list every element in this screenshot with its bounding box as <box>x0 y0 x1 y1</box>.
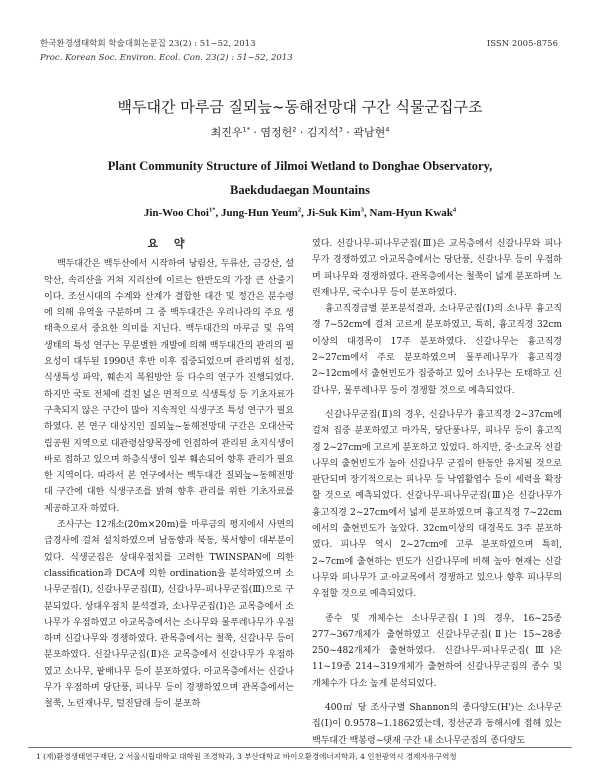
author-en-affiliation-mark: 4 <box>452 206 457 214</box>
author-en-name: Ji-Suk Kim <box>306 207 361 219</box>
author-separator: · <box>249 126 261 139</box>
title-english-line1: Plant Community Structure of Jilmoi Wetland to Donghae Observatory, <box>107 159 493 173</box>
paragraph: 흉고직경급별 분포분석결과, 소나무군집(Ⅰ)의 소나무 흉고직경 7~52cm에 걸쳐 고르게 분포하였고, 특히, 흉고직경 32cm 이상의 대경목이 17주 분포하였다. 신갈나무는 흉고직경 2~27cm에서 주로 분포하였으며 물푸레나무가 흉고직경 2~12cm에서 출현빈도가 집중하고 있어 소나무는 도태하고 신갈나무, 물푸레나무 등이 경쟁할 것으로 예측되었다. <box>312 304 562 396</box>
author-ko-affiliation-mark: 4 <box>385 125 390 134</box>
author-separator: , <box>301 207 307 219</box>
journal-citation-ko: 한국환경생태학회 학술대회논문집 23(2) : 51~52, 2013 <box>40 39 256 49</box>
author-en-name: Jin-Woo Choi <box>143 207 209 219</box>
title-english <box>60 154 540 202</box>
left-column <box>44 236 294 713</box>
paragraph: 조사구는 12개소(20m×20m)를 마루금의 평지에서 사면의 급경사에 걸쳐 설치하였으며 남동향과 북동, 북서향이 대부분이었다. 식생군집은 상대우점치를 고려한 TWINSPAN에 의한 classification과 DCA에 의한 ordination을 분석하였으며 소나무군집(Ⅰ), 신갈나무군집(Ⅱ), 신갈나무-피나무군집(Ⅲ)으로 구분되었다. 상대우점치 분석결과, 소나무군집(Ⅰ)은 교목층에서 소나무가 우점하였고 아교목층에서는 소나무와 물푸레나무가 우점하며 신갈나무와 경쟁하였다. 관목층에서는 철쭉, 신갈나무 등이 분포하였다. 신갈나무군집(Ⅱ)은 교목층에서 신갈나무가 우점하였고 소나무, 팥배나무 등이 분포하였다. 아교목층에서는 신갈나무가 우점하며 당단풍, 피나무 등이 경쟁하였으며 관목층에서는 철쭉, 노린재나무, 털진달래 등이 분포하 <box>44 520 294 710</box>
author-ko-name: 곽남현 <box>353 126 386 139</box>
authors-korean <box>0 124 600 140</box>
author-en-affiliation-mark: 3 <box>360 206 364 214</box>
paragraph: 종수 및 개체수는 소나무군집(Ⅰ)의 경우, 16~25종 277~367개체가 출현하였고 신갈나무군집(Ⅱ)는 15~28종 250~482개체가 출현하였다. 신갈나무-피나무군집(Ⅲ)은 11~19종 214~319개체가 출현하여 신갈나무군집의 종수 및 개체수가 다소 높게 분석되었다. <box>312 613 562 689</box>
footnote-divider <box>28 747 572 748</box>
author-en-name: Jung-Hun Yeum <box>220 207 298 219</box>
issn: ISSN 2005-8756 <box>486 39 558 49</box>
authors-english <box>0 207 600 219</box>
author-ko-affiliation-mark: 1* <box>242 125 250 134</box>
author-ko-affiliation-mark: 3 <box>338 125 343 134</box>
author-separator: · <box>296 126 307 139</box>
author-separator: , <box>363 207 370 219</box>
author-ko-name: 염정헌 <box>260 126 293 139</box>
author-ko-name: 김지석 <box>306 126 339 139</box>
affiliations-footnote: 1 (재)환경생태연구재단, 2 서울시립대학교 대학원 조경학과, 3 부산대학교 바이오환경에너지학과, 4 인천광역시 경제자유구역청 <box>36 752 457 761</box>
paragraph: 신갈나무군집(Ⅱ)의 경우, 신갈나무가 흉고직경 2~37cm에 걸쳐 집중 분포하였고 마가목, 당단풍나무, 피나무 등이 흉고직경 2~27cm에 고르게 분포하고 있었다. 하지만, 중·소교목 신갈나무의 출현빈도가 높아 신갈나무 군집이 한동안 유지될 것으로 판단되며 장기적으로는 피나무 등 낙엽활엽수 등이 세력을 확장할 것으로 예측되었다. 신갈나무-피나무군집(Ⅲ)은 신갈나무가 흉고직경 2~27cm에서 넓게 분포하였으며 흉고직경 7~22cm에서의 출현빈도가 높았다. 32cm이상의 대경목도 3주 분포하였다. 피나무 역시 2~27cm에 고루 분포하였으며 특히, 2~7cm에 출현하는 빈도가 신갈나무에 비해 높아 현재는 신갈나무와 피나무가 교·아교목에서 경쟁하고 있으나 향후 피나무의 우점할 것으로 예측되었다. <box>312 409 562 600</box>
title-korean: 백두대간 마루금 질뫼늪~동해전망대 구간 식물군집구조 <box>117 98 483 116</box>
right-column <box>312 236 562 749</box>
paragraph: 였다. 신갈나무-피나무군집(Ⅲ)은 교목층에서 신갈나무와 피나무가 경쟁하였고 아교목층에서는 당단풍, 신갈나무 등이 우점하며 피나무와 경쟁하였다. 관목층에서는 철쭉이 넓게 분포하며 노린재나무, 국수나무 등이 분포하였다. <box>312 239 562 298</box>
paragraph: 백두대간은 백두산에서 시작하여 낭림산, 두류산, 금강산, 설악산, 속리산을 거쳐 지리산에 이르는 한반도의 가장 큰 산줄기이다. 조선시대의 수계와 산계가 결합한 대간 및 정간은 분수령에 의해 유역을 구분하며 그 중 백두대간은 우리나라의 주요 생태축으로서 중요한 의미를 지닌다. 백두대간의 마루금 및 유역 생태의 특성 연구는 무분별한 개발에 의해 백두대간의 관리의 필요성이 대두된 1990년 후반 이후 집중되었으며 관리범위 설정, 식생특성 파악, 훼손지 복원방안 등 다수의 연구가 진행되었다. 하지만 국토 전체에 걸친 넓은 면적으로 식생특성 등 기초자료가 구축되지 않은 구간이 많아 지속적인 식생구조 특성 연구가 필요하였다. 본 연구 대상지인 질뫼늪~동해전망대 구간은 오대산국립공원 지역으로 대관령삼양목장에 인접하여 관리된 초지식생이 바로 접하고 있으며 하층식생이 일부 훼손되어 향후 관리가 필요한 지역이다. 따라서 본 연구에서는 백두대간 질뫼늪~동해전망대 구간에 대한 식생구조를 밝혀 향후 관리를 위한 기초자료를 제공하고자 하였다. <box>44 259 294 514</box>
title-english-line2: Baekdudaegan Mountains <box>230 183 370 197</box>
author-en-affiliation-mark: 2 <box>297 206 302 214</box>
author-separator: · <box>342 126 354 139</box>
paragraph: 400㎡ 당 조사구별 Shannon의 종다양도(H')는 소나무군집(Ⅰ)이 0.9578~1.1862였는데, 정선군과 동해시에 접해 있는 백두대간 백봉령~댓재 구간 내 소나무군집의 종다양도 <box>312 703 562 746</box>
author-separator: , <box>215 207 221 219</box>
author-en-affiliation-mark: 1* <box>208 206 216 214</box>
abstract-heading: 요 약 <box>147 237 191 250</box>
author-ko-name: 최진우 <box>210 126 243 139</box>
author-ko-affiliation-mark: 2 <box>292 125 297 134</box>
author-en-name: Nam-Hyun Kwak <box>369 207 453 219</box>
journal-citation-en: Proc. Korean Soc. Environ. Ecol. Con. 23(2) : 51~52, 2013 <box>40 53 293 63</box>
